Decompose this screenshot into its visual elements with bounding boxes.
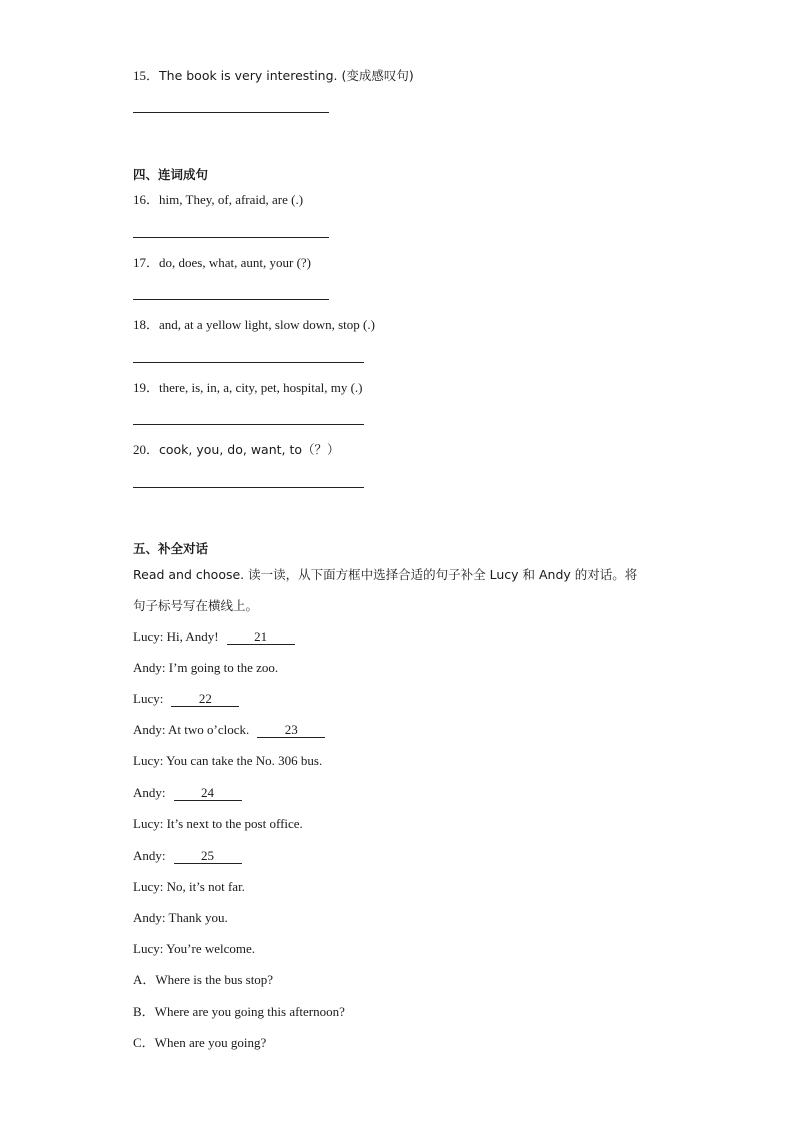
answer-line-20[interactable] (133, 487, 364, 488)
option-a: A．Where is the bus stop? (133, 972, 274, 987)
dialogue-text: Andy: At two o’clock. (133, 722, 250, 737)
question-number: 17． (133, 255, 160, 270)
question-19 (133, 379, 363, 397)
blank-25[interactable]: 25 (174, 848, 242, 864)
question-number: 19． (133, 380, 160, 395)
blank-23[interactable]: 23 (257, 722, 325, 738)
question-18 (133, 316, 375, 334)
dialogue-text: Andy: (133, 785, 166, 800)
dialogue-text: Lucy: Hi, Andy! (133, 629, 219, 644)
question-20 (133, 441, 340, 459)
dialogue-line (133, 690, 239, 708)
section-5-instruction: Read and choose. 读一读，从下面方框中选择合适的句子补全 Lucy 和 Andy 的对话。将 (133, 567, 638, 582)
answer-line-18[interactable] (133, 362, 364, 363)
dialogue-line: Lucy: No, it’s not far. (133, 879, 245, 894)
answer-line-16[interactable] (133, 237, 329, 238)
dialogue-line (133, 784, 242, 802)
dialogue-line: Lucy: You’re welcome. (133, 941, 256, 956)
question-text: him, They, of, afraid, are (.) (159, 192, 304, 207)
question-number: 20． (133, 442, 160, 457)
blank-24[interactable]: 24 (174, 785, 242, 801)
question-17 (133, 254, 311, 272)
dialogue-line: Andy: I’m going to the zoo. (133, 660, 279, 675)
dialogue-text: Lucy: (133, 691, 164, 706)
question-text: there, is, in, a, city, pet, hospital, my (.) (159, 380, 363, 395)
question-16 (133, 191, 303, 209)
question-number: 18． (133, 317, 160, 332)
question-text: cook, you, do, want, to（？） (159, 442, 340, 457)
dialogue-text: Andy: (133, 848, 166, 863)
dialogue-line (133, 628, 295, 646)
dialogue-line: Lucy: You can take the No. 306 bus. (133, 753, 323, 768)
question-text: and, at a yellow light, slow down, stop (.) (159, 317, 375, 332)
dialogue-line: Lucy: It’s next to the post office. (133, 816, 303, 831)
answer-line-15[interactable] (133, 112, 329, 113)
dialogue-line (133, 721, 325, 739)
section-5-instruction-cont: 句子标号写在横线上。 (133, 598, 259, 613)
dialogue-line: Andy: Thank you. (133, 910, 228, 925)
question-15 (133, 67, 414, 85)
section-5-title: 五、补全对话 (133, 541, 209, 556)
question-number: 15． (133, 68, 160, 83)
question-number: 16． (133, 192, 160, 207)
question-text: do, does, what, aunt, your (?) (159, 255, 312, 270)
question-text: The book is very interesting. (变成感叹句) (159, 68, 414, 83)
blank-21[interactable]: 21 (227, 629, 295, 645)
blank-22[interactable]: 22 (171, 691, 239, 707)
section-4-title: 四、连词成句 (133, 167, 209, 182)
dialogue-line (133, 847, 242, 865)
answer-line-17[interactable] (133, 299, 329, 300)
option-c: C．When are you going? (133, 1035, 267, 1050)
answer-line-19[interactable] (133, 424, 364, 425)
option-b: B．Where are you going this afternoon? (133, 1004, 345, 1019)
